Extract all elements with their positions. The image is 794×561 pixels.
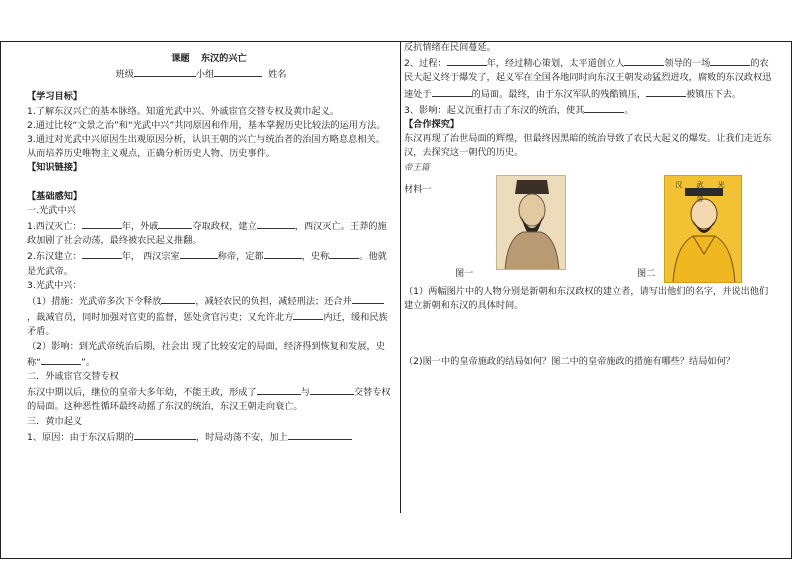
paragraph-5: 1、原因：由于东汉后期的 ，时局动荡不安，加上: [27, 429, 391, 445]
blank-field[interactable]: [329, 248, 359, 259]
blank-field[interactable]: [432, 86, 472, 97]
goal-item-2: 2.通过比较“文景之治”和“光武中兴”共同原因和作用，基本掌握历史比较法的运用方法。: [27, 119, 386, 131]
blank-field[interactable]: [82, 218, 122, 229]
figure-caption-1: 图一: [455, 267, 474, 279]
group-field[interactable]: [214, 66, 262, 77]
goal-item-3: 3.通过对光武中兴原因生出观原因分析，认识王朝的兴亡与统治者的治国方略息息相关。从而培养历史唯物主义观点，正确分析历史人物、历史事件。: [27, 134, 385, 160]
impact-paragraph: 3、影响：起义沉重打击了东汉的统治，使其 。: [404, 102, 776, 118]
blank-field[interactable]: [584, 102, 624, 113]
subhead-emperors: 帝王篇: [404, 162, 430, 173]
name-label: 姓名: [268, 69, 287, 81]
blank-field[interactable]: [82, 248, 122, 259]
blank-field[interactable]: [288, 429, 352, 440]
subsection-title-2: 二．外戚宦官交替专权: [27, 371, 119, 383]
blank-field[interactable]: [310, 384, 354, 395]
paragraph-4: 东汉中期以后，继位的皇帝大多年幼，不能王政，形成了 与 交替专权的局面。这种恶性循环最终动摇了东汉的统治，东汉王朝走向衰亡。: [27, 384, 391, 414]
continued-text: 反抗情绪在民间蔓延。: [404, 42, 496, 53]
class-field[interactable]: [134, 66, 196, 77]
figure-caption-2: 图二: [637, 267, 656, 279]
left-column: [27, 52, 391, 445]
process-paragraph: 2、过程： 年，经过精心策划，太平道创立人 领导的一场 的农民大起义终于爆发了，起义军在全国各地同时向东汉王朝发动猛烈进攻，腐败的东汉政权迅速处于 的局面。最终，由于东汉军队的残酷镇压， 被镇压下去。: [404, 55, 776, 102]
paragraph-3-1: （1）措施：光武帝多次下令释放 ，减轻农民的负担，减轻刑法；还合并，裁减官员，同时加强对官吏的监督，惩处贪官污吏；又允许北方 内迁，缓和民族矛盾。: [27, 293, 391, 340]
portrait-2-caption-text: 汉 武 光 帝: [675, 180, 731, 204]
goal-item-1: 1.了解东汉兴亡的基本脉络。知道光武中兴、外戚宦官交替专权及黄巾起义。: [27, 105, 339, 117]
blank-field[interactable]: [293, 309, 323, 320]
paragraph-3-title: 3.光武中兴：: [27, 279, 82, 291]
blank-field[interactable]: [257, 384, 301, 395]
class-label: 班级: [115, 69, 134, 81]
portrait-image-1: [496, 175, 566, 270]
intro-paragraph: 东汉再现了治世局面的辉煌，但最终因黑暗的统治导致了农民大起义的爆发。让我们走近东汉，去探究这一朝代的历史。: [404, 133, 772, 159]
paragraph-2: 2.东汉建立： 年， 西汉宗室 称帝，定都 ，史称 。他就是光武帝。: [27, 248, 391, 278]
right-column: [404, 41, 776, 369]
section-heading-goals: 【学习目标】: [27, 91, 83, 103]
blank-field[interactable]: [161, 293, 195, 304]
portrait-image-2: [664, 175, 742, 283]
blank-field[interactable]: [710, 55, 750, 66]
section-heading-basic: 【基础感知】: [27, 190, 83, 202]
blank-field[interactable]: [41, 354, 81, 365]
paragraph-3-2: （2）影响：到光武帝统治后期，社会出 现了比较安定的局面，经济得到恢复和发展，史称“ ”。: [27, 340, 385, 368]
title-label: 课题: [171, 53, 190, 64]
blank-field[interactable]: [180, 248, 218, 259]
blank-field[interactable]: [134, 429, 196, 440]
subsection-title-1: 一.光武中兴: [27, 204, 76, 216]
subsection-title-3: 三．黄巾起义: [27, 415, 83, 427]
section-heading-coop: 【合作探究】: [404, 119, 460, 131]
section-heading-link: 【知识链接】: [27, 162, 83, 174]
lesson-title: [27, 52, 391, 66]
blank-field[interactable]: [257, 218, 295, 229]
blank-field[interactable]: [352, 293, 384, 304]
materials-figure: [404, 175, 776, 285]
question-1: （1）两幅图片中的人物分别是新朝和东汉政权的建立者，请写出他们的名字，并说出他们建立新朝和东汉的具体时间。: [404, 285, 769, 312]
student-info-row: [11, 66, 391, 82]
column-divider: [400, 41, 401, 513]
material-label: 材料一: [404, 183, 432, 195]
title-text: 东汉的兴亡: [200, 53, 247, 64]
group-label: 小组: [195, 69, 215, 81]
blank-field[interactable]: [624, 55, 664, 66]
paragraph-1: 1.西汉灭亡： 年，外戚 夺取政权，建立 ，西汉灭亡。王莽的施政加剧了社会动荡，最终被农民起义推翻。: [27, 218, 391, 248]
blank-field[interactable]: [646, 86, 686, 97]
blank-field[interactable]: [158, 218, 192, 229]
blank-field[interactable]: [264, 248, 302, 259]
blank-field[interactable]: [447, 55, 487, 66]
question-2: （2)图一中的皇帝施政的结局如何？图二中的皇帝施政的措施有哪些？结局如何？: [404, 356, 735, 368]
